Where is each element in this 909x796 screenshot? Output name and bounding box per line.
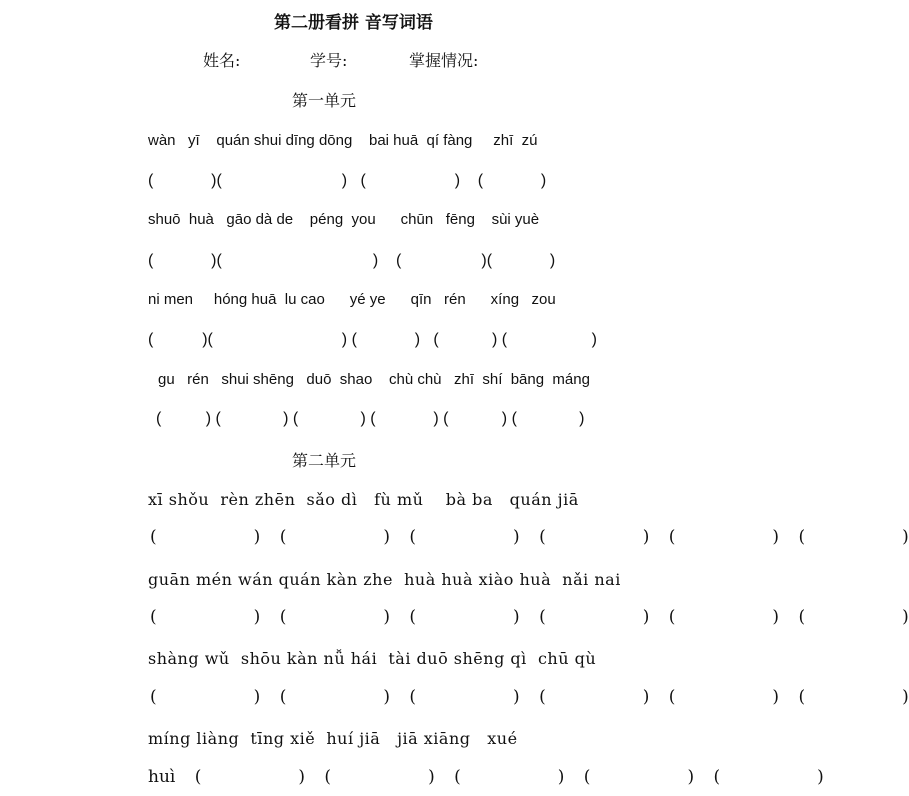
- unit2-pinyin-row-2: guān mén wán quán kàn zhe huà huà xiào huà nǎi nai: [148, 570, 621, 589]
- unit2-answer-blanks-row-3: ( ) ( ) ( ) ( ) ( ) ( ): [150, 687, 909, 707]
- unit2-heading: 第二单元: [292, 451, 357, 470]
- mastery-label: 掌握情况:: [409, 51, 479, 70]
- unit1-answer-blanks-row-4: ( ) ( ) ( ) ( ) ( ) ( ): [156, 410, 585, 427]
- unit2-answer-blanks-row-2: ( ) ( ) ( ) ( ) ( ) ( ): [150, 607, 909, 627]
- unit1-pinyin-row-4: gu rén shui shēng duō shao chù chù zhī shí bāng máng: [158, 371, 590, 388]
- unit1-answer-blanks-row-1: ( )( ) ( ) ( ): [148, 172, 547, 189]
- worksheet-title: 第二册看拼 音写词语: [274, 13, 433, 33]
- unit2-answer-blanks-row-1: ( ) ( ) ( ) ( ) ( ) ( ): [150, 527, 909, 547]
- student-id-label: 学号:: [310, 51, 348, 70]
- unit2-answer-blanks-row-4: huì ( ) ( ) ( ) ( ) ( ): [148, 767, 824, 787]
- unit1-heading: 第一单元: [292, 91, 357, 110]
- unit2-pinyin-row-3: shàng wǔ shōu kàn nǚ hái tài duō shēng qì chū qù: [148, 649, 597, 668]
- name-label: 姓名:: [203, 51, 241, 70]
- unit1-answer-blanks-row-3: ( )( ) ( ) ( ) ( ): [148, 331, 597, 348]
- unit1-answer-blanks-row-2: ( )( ) ( )( ): [148, 252, 556, 269]
- unit2-pinyin-row-1: xī shǒu rèn zhēn sǎo dì fù mǔ bà ba quán jiā: [148, 490, 579, 509]
- unit1-pinyin-row-3: ni men hóng huā lu cao yé ye qīn rén xíng zou: [148, 291, 556, 308]
- unit1-pinyin-row-1: wàn yī quán shui dīng dōng bai huā qí fàng zhī zú: [148, 132, 538, 149]
- unit1-pinyin-row-2: shuō huà gāo dà de péng you chūn fēng sùi yuè: [148, 211, 540, 228]
- unit2-pinyin-row-4: míng liàng tīng xiě huí jiā jiā xiāng xué: [148, 729, 518, 748]
